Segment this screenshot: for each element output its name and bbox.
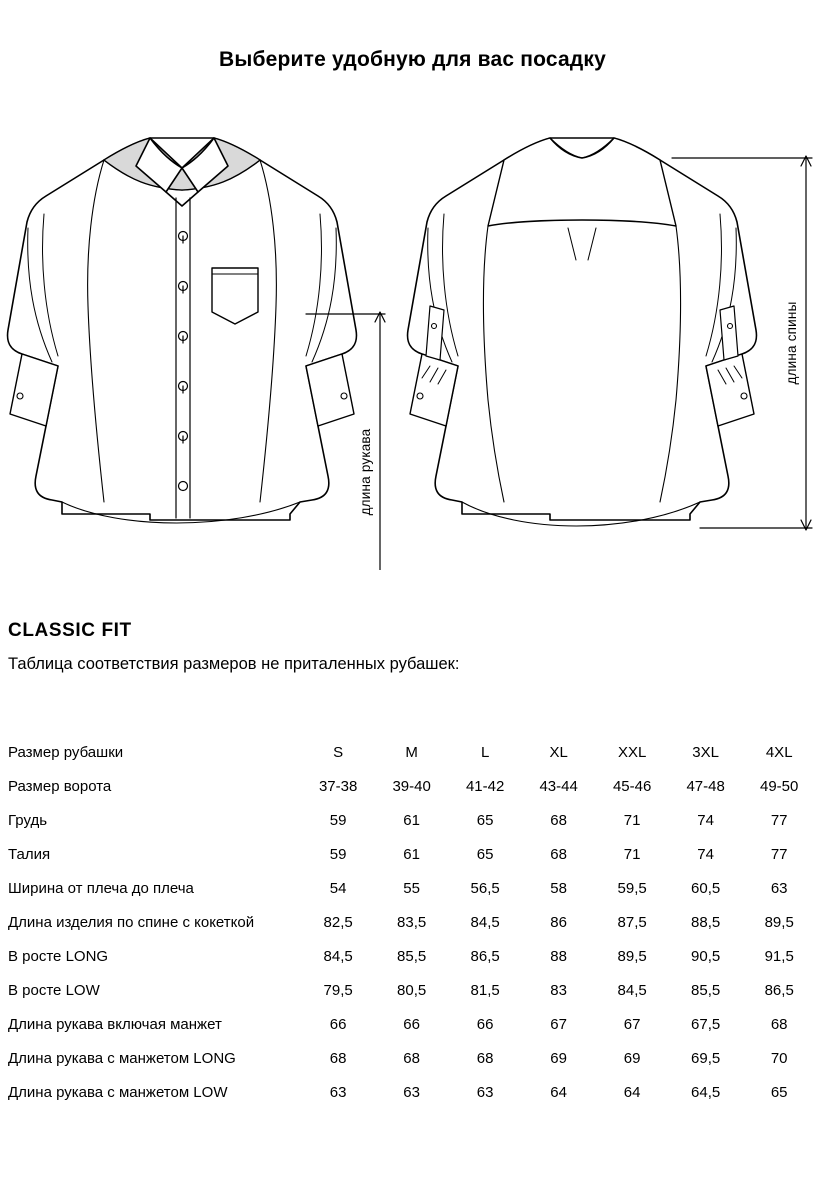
cell: 64	[623, 1083, 641, 1101]
cell: 86	[550, 913, 567, 931]
cell: 69,5	[691, 1049, 721, 1067]
table-header-row	[8, 735, 816, 769]
cell: 49-50	[760, 777, 799, 795]
cell: 89,5	[764, 913, 794, 931]
cell: 41-42	[465, 777, 505, 795]
cell: 67,5	[691, 1015, 721, 1033]
fit-name: CLASSIC FIT	[8, 620, 132, 641]
cell: 55	[403, 879, 420, 897]
cell: 83	[550, 981, 567, 999]
cell: 63	[770, 879, 788, 897]
table-row	[8, 1007, 816, 1041]
cell: 66	[403, 1015, 420, 1033]
size-table	[8, 735, 816, 1109]
fit-description: Таблица соответствия размеров не приталенных рубашек:	[8, 655, 460, 673]
cell: 84,5	[617, 981, 647, 999]
column-header-m: M	[405, 743, 418, 761]
cell: 63	[329, 1083, 347, 1101]
cell: 86,5	[764, 981, 794, 999]
cell: 71	[623, 811, 641, 829]
table-row	[8, 803, 816, 837]
cell: 67	[623, 1015, 641, 1033]
row-label: Длина рукава с манжетом LOW	[8, 1083, 228, 1101]
cell: 86,5	[470, 947, 500, 965]
cell: 63	[476, 1083, 494, 1101]
cell: 54	[329, 879, 347, 897]
cell: 71	[623, 845, 641, 863]
cell: 84,5	[323, 947, 353, 965]
table-row	[8, 1041, 816, 1075]
row-label: Длина рукава включая манжет	[8, 1015, 222, 1033]
cell: 59	[329, 845, 347, 863]
table-row	[8, 939, 816, 973]
cell: 43-44	[539, 777, 578, 795]
cell: 85,5	[691, 981, 721, 999]
table-row	[8, 769, 816, 803]
page-title: Выберите удобную для вас посадку	[218, 48, 607, 71]
cell: 74	[697, 845, 714, 863]
back-shirt-technical-drawing	[408, 138, 757, 526]
table-header-label: Размер рубашки	[8, 743, 124, 761]
cell: 58	[550, 879, 567, 897]
cell: 67	[550, 1015, 567, 1033]
row-label: Длина изделия по спине с кокеткой	[8, 913, 255, 931]
cell: 68	[403, 1049, 420, 1067]
cell: 74	[697, 811, 714, 829]
column-header-l: L	[480, 743, 490, 761]
cell: 90,5	[691, 947, 721, 965]
cell: 82,5	[323, 913, 353, 931]
cell: 65	[476, 845, 494, 863]
column-header-3xl: 3XL	[692, 743, 719, 761]
front-shirt-technical-drawing	[8, 138, 357, 523]
cell: 89,5	[617, 947, 647, 965]
cell: 77	[770, 845, 788, 863]
cell: 79,5	[323, 981, 353, 999]
cell: 70	[770, 1049, 788, 1067]
cell: 66	[329, 1015, 347, 1033]
cell: 69	[550, 1049, 567, 1067]
cell: 56,5	[470, 879, 500, 897]
table-row	[8, 1075, 816, 1109]
cell: 61	[403, 845, 420, 863]
cell: 85,5	[397, 947, 427, 965]
cell: 65	[770, 1083, 788, 1101]
cell: 47-48	[686, 777, 725, 795]
cell: 64	[550, 1083, 567, 1101]
cell: 88,5	[691, 913, 721, 931]
cell: 59,5	[617, 879, 647, 897]
cell: 60,5	[691, 879, 721, 897]
cell: 39-40	[392, 777, 431, 795]
cell: 83,5	[397, 913, 427, 931]
cell: 87,5	[617, 913, 647, 931]
sleeve-measure-label: длина рукава	[358, 428, 373, 516]
cell: 84,5	[470, 913, 500, 931]
row-label: Ширина от плеча до плеча	[8, 879, 194, 897]
table-row	[8, 837, 816, 871]
cell: 65	[476, 811, 494, 829]
cell: 68	[476, 1049, 494, 1067]
table-row	[8, 905, 816, 939]
back-measure-label: длина спины	[784, 301, 799, 385]
shirt-illustrations	[0, 110, 825, 570]
cell: 66	[476, 1015, 494, 1033]
row-label: В росте LONG	[8, 947, 109, 965]
cell: 59	[329, 811, 347, 829]
row-label: Размер ворота	[8, 777, 112, 795]
cell: 68	[329, 1049, 347, 1067]
column-header-s: S	[333, 743, 344, 761]
row-label: Грудь	[8, 811, 48, 829]
cell: 69	[623, 1049, 641, 1067]
cell: 77	[770, 811, 788, 829]
cell: 37-38	[318, 777, 358, 795]
cell: 64,5	[691, 1083, 721, 1101]
cell: 80,5	[397, 981, 427, 999]
cell: 45-46	[612, 777, 652, 795]
cell: 68	[770, 1015, 788, 1033]
cell: 81,5	[470, 981, 500, 999]
column-header-xxl: XXL	[617, 743, 647, 761]
column-header-4xl: 4XL	[765, 743, 793, 761]
cell: 88	[550, 947, 567, 965]
cell: 68	[550, 811, 567, 829]
cell: 63	[403, 1083, 420, 1101]
table-row	[8, 871, 816, 905]
row-label: Талия	[8, 845, 51, 863]
cell: 61	[403, 811, 420, 829]
row-label: В росте LOW	[8, 981, 100, 999]
row-label: Длина рукава с манжетом LONG	[8, 1049, 236, 1067]
table-row	[8, 973, 816, 1007]
column-header-xl: XL	[549, 743, 568, 761]
cell: 91,5	[764, 947, 794, 965]
cell: 68	[550, 845, 567, 863]
